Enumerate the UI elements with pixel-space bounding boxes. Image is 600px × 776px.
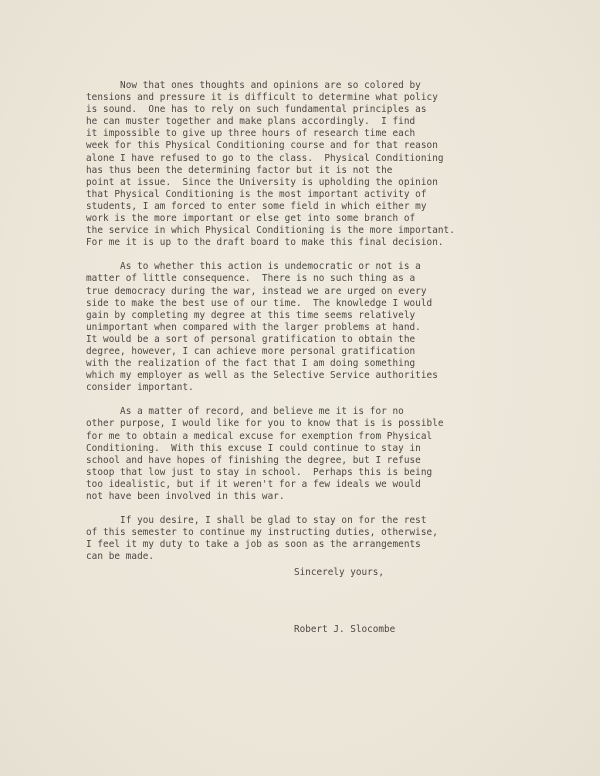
paragraph-2: As to whether this action is undemocratic or not is a matter of little consequence. There is no such thing as a true democracy during the war, instead we are urged on every side to make the best use of our time. The knowledge I would gain by completing my degree at this time seems relatively unimportant when compared with the larger problems at hand. It would be a sort of personal gratification to obtain the degree, however, I can achieve more personal gratification with the realization of the fact that I am doing something which my employer as well as the Selective Service authorities consider important. (86, 261, 438, 394)
closing-salutation: Sincerely yours, (294, 567, 385, 578)
signature-name: Robert J. Slocombe (294, 624, 396, 635)
paragraph-1: Now that ones thoughts and opinions are so colored by tensions and pressure it is difficult to determine what policy is sound. One has to rely on such fundamental principles as he can muster together and make plans accordingly. I find it impossible to give up three hours of research time each week for this Physical Conditioning course and for that reason alone I have refused to go to the class. Physical Conditioning has thus been the determining factor but it is not the point at issue. Since the University is upholding the opinion that Physical Conditioning is the most important activity of students, I am forced to enter some field in which either my work is the more important or else get into some branch of the service in which Physical Conditioning is the more important. For me it is up to the draft board to make this final decision. (86, 80, 455, 249)
paragraph-3: As a matter of record, and believe me it is for no other purpose, I would like for you to know that is is possible for me to obtain a medical excuse for exemption from Physical Conditioning. With this excuse I could continue to stay in school and have hopes of finishing the degree, but I refuse stoop that low just to stay in school. Perhaps this is being too idealistic, but if it weren't for a few ideals we would not have been involved in this war. (86, 406, 444, 502)
paragraph-4: If you desire, I shall be glad to stay on for the rest of this semester to continue my instructing duties, otherwise, I feel it my duty to take a job as soon as the arrangements can be made. (86, 515, 438, 563)
letter-body (86, 80, 546, 575)
